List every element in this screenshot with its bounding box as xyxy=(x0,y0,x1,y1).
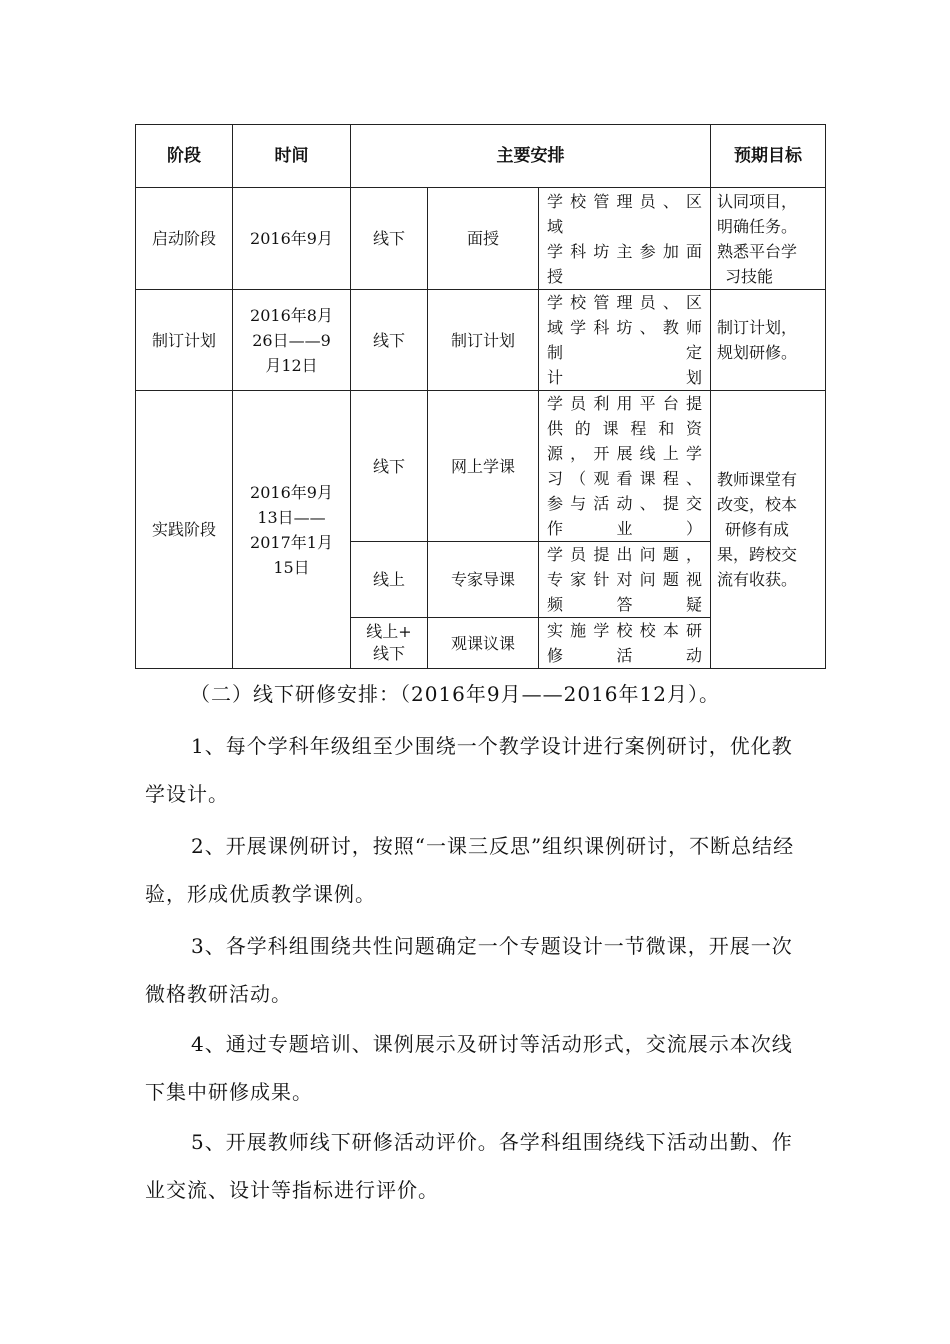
time-line: 15日 xyxy=(273,557,310,577)
stage-cell: 实践阶段 xyxy=(136,391,233,669)
content-line: 供的课程和资 xyxy=(547,419,702,438)
mode-line: 线下 xyxy=(372,644,405,663)
list-item: 1、每个学科年级组至少围绕一个教学设计进行案例研讨，优化教学设计。 xyxy=(145,734,793,806)
mode-cell: 线下 xyxy=(351,290,428,391)
time-line: 月12日 xyxy=(265,355,318,375)
content-line: 学科坊主参加面 xyxy=(547,241,702,261)
content-line: 域学科坊、教师 xyxy=(547,318,702,337)
mode-cell xyxy=(351,618,428,669)
list-item: 4、通过专题培训、课例展示及研讨等活动形式，交流展示本次线下集中研修成果。 xyxy=(145,1032,793,1104)
content-line: 域 xyxy=(547,216,564,236)
content-line: 参与活动、提交 xyxy=(547,494,702,513)
content-line: 授 xyxy=(547,266,564,286)
content-line: 修活动 xyxy=(547,646,702,665)
goal-line: 习技能 xyxy=(725,266,774,286)
time-line: 26日——9 xyxy=(252,330,331,350)
goal-line: 果，跨校交 xyxy=(717,545,798,564)
goal-line: 熟悉平台学 xyxy=(717,241,798,261)
content-line: 专家针对问题视 xyxy=(547,570,702,589)
time-cell: 2016年9月 xyxy=(233,188,351,290)
time-cell xyxy=(233,290,351,391)
content-line: 源，开展线上学 xyxy=(547,444,702,463)
goal-line: 教师课堂有 xyxy=(717,470,798,489)
form-cell: 网上学课 xyxy=(428,391,539,542)
content-line: 作业） xyxy=(547,519,702,538)
goal-cell xyxy=(711,391,826,669)
mode-cell: 线上 xyxy=(351,542,428,618)
list-item: 3、各学科组围绕共性问题确定一个专题设计一节微课，开展一次微格教研活动。 xyxy=(145,934,793,1006)
goal-line: 改变，校本 xyxy=(717,495,798,514)
table-row xyxy=(136,391,826,542)
table-header-row xyxy=(136,125,826,188)
content-line: 学员利用平台提 xyxy=(547,394,702,413)
stage-cell: 制订计划 xyxy=(136,290,233,391)
content-cell xyxy=(539,542,711,618)
content-cell xyxy=(539,290,711,391)
header-time: 时间 xyxy=(233,125,351,188)
time-line: 2016年9月 xyxy=(250,482,333,502)
training-plan-table xyxy=(135,124,826,669)
content-line: 制定 xyxy=(547,343,702,362)
goal-line: 规划研修。 xyxy=(717,343,798,362)
time-line: 2017年1月 xyxy=(250,532,333,552)
form-cell: 面授 xyxy=(428,188,539,290)
header-goal: 预期目标 xyxy=(711,125,826,188)
content-line: 计划 xyxy=(547,368,702,387)
content-cell xyxy=(539,391,711,542)
list-item: 5、开展教师线下研修活动评价。各学科组围绕线下活动出勤、作业交流、设计等指标进行评价。 xyxy=(145,1130,793,1202)
time-line: 13日—— xyxy=(257,507,326,527)
content-cell xyxy=(539,188,711,290)
goal-line: 研修有成 xyxy=(725,520,790,539)
goal-line: 流有收获。 xyxy=(717,570,798,589)
header-stage: 阶段 xyxy=(136,125,233,188)
goal-line: 制订计划， xyxy=(717,318,798,337)
content-cell xyxy=(539,618,711,669)
mode-cell: 线下 xyxy=(351,391,428,542)
time-line: 2016年8月 xyxy=(250,305,333,325)
form-cell: 制订计划 xyxy=(428,290,539,391)
form-cell: 观课议课 xyxy=(428,618,539,669)
table-row xyxy=(136,188,826,290)
goal-line: 明确任务。 xyxy=(717,216,798,236)
content-line: 学校管理员、区 xyxy=(547,191,702,211)
stage-cell: 启动阶段 xyxy=(136,188,233,290)
content-line: 学校管理员、区 xyxy=(547,293,702,312)
mode-line: 线上+ xyxy=(366,622,412,641)
goal-line: 认同项目， xyxy=(717,191,798,211)
content-line: 习（观看课程、 xyxy=(547,469,702,488)
goal-cell xyxy=(711,290,826,391)
header-arrangement: 主要安排 xyxy=(351,125,711,188)
content-line: 实施学校校本研 xyxy=(547,621,702,640)
table-row xyxy=(136,290,826,391)
time-cell xyxy=(233,391,351,669)
form-cell: 专家导课 xyxy=(428,542,539,618)
content-line: 学员提出问题， xyxy=(547,545,702,564)
content-line: 频答疑 xyxy=(547,595,702,614)
section-title: （二）线下研修安排：（2016年9月——2016年12月）。 xyxy=(190,682,720,706)
mode-cell: 线下 xyxy=(351,188,428,290)
list-item: 2、开展课例研讨，按照“一课三反思”组织课例研讨，不断总结经验，形成优质教学课例。 xyxy=(145,834,795,906)
goal-cell xyxy=(711,188,826,290)
